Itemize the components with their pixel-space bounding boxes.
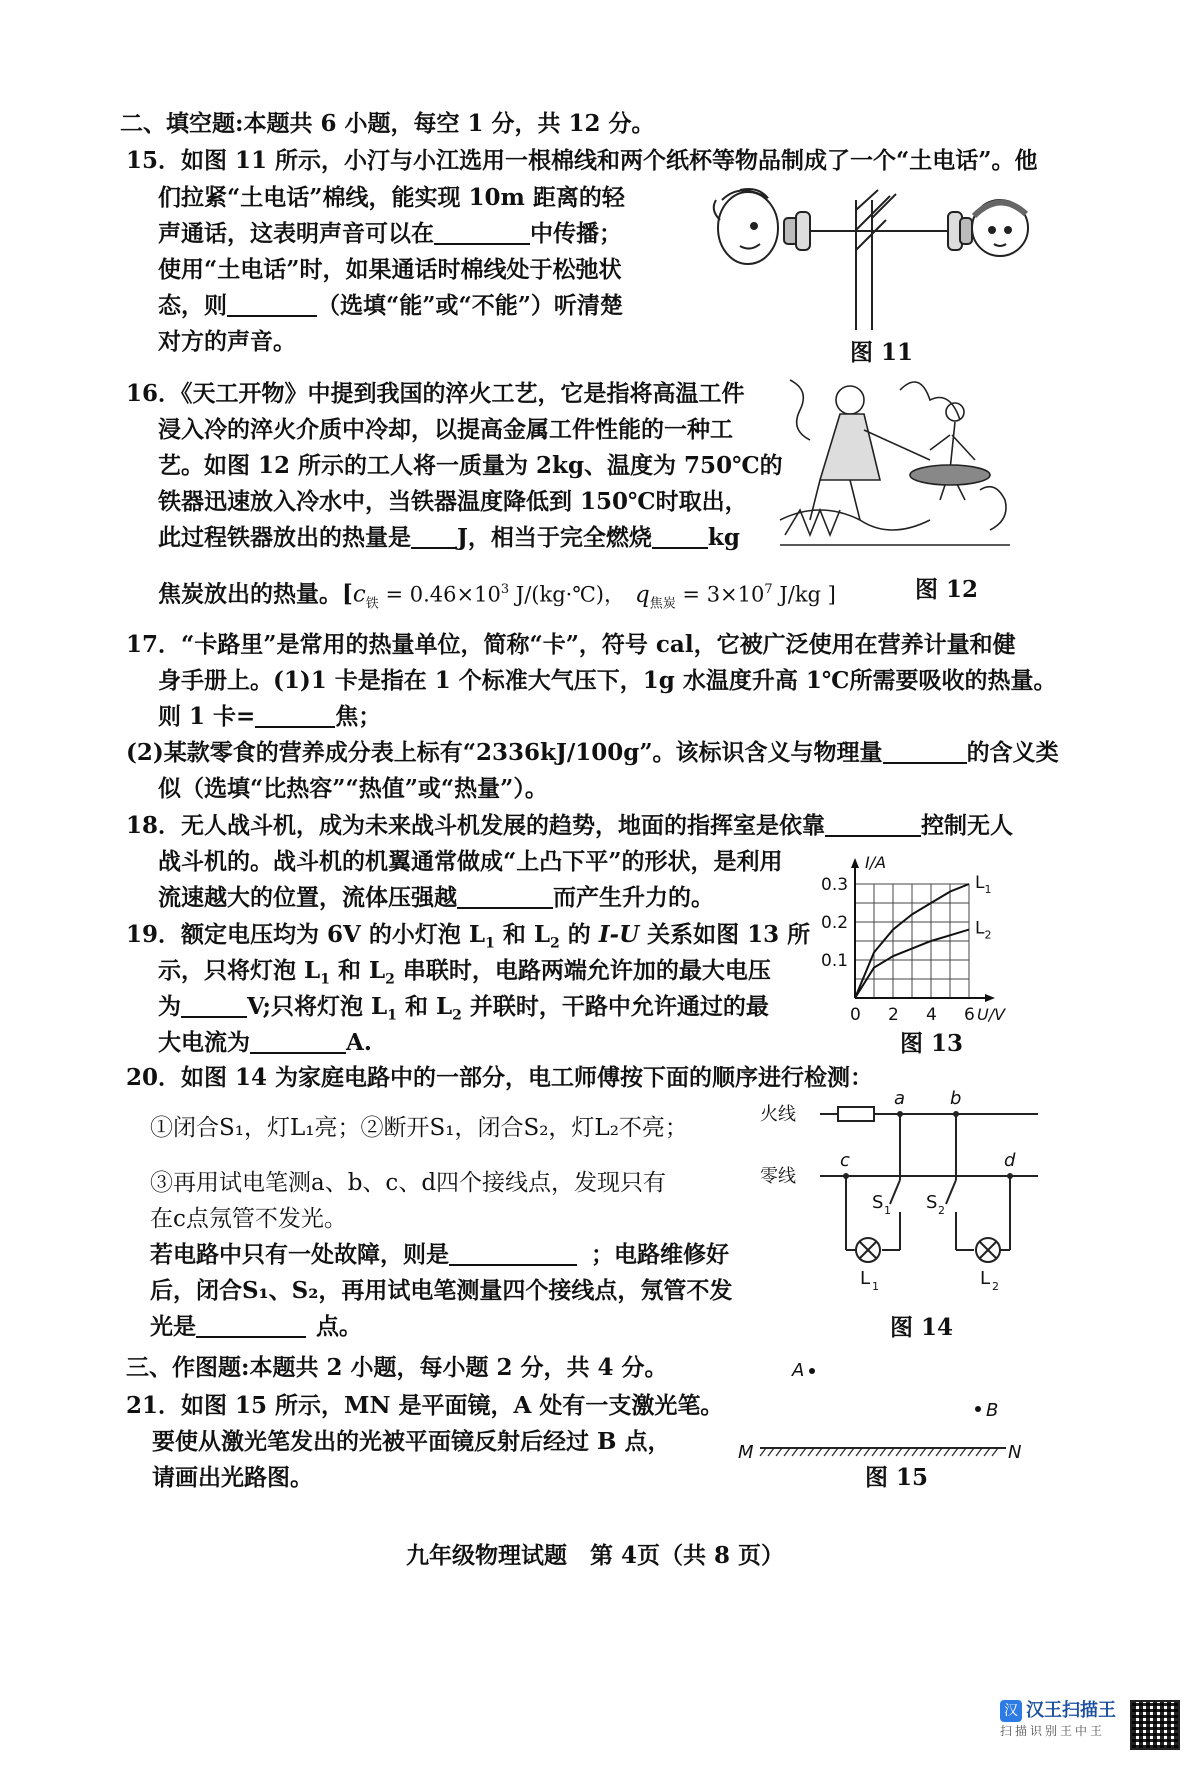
mirror-hatch-mark	[864, 1448, 870, 1456]
q19-text: I-U	[598, 921, 640, 948]
point-b-dot	[975, 1406, 981, 1412]
answer-blank[interactable]	[411, 525, 457, 549]
lamp-l2-label: L	[980, 1268, 991, 1289]
q16-formula: 铁	[365, 596, 379, 612]
live-wire-label: 火线	[760, 1104, 796, 1125]
q15-line6: 对方的声音。	[158, 328, 296, 355]
q19-text: 和 L	[396, 993, 453, 1020]
q20-line2: ①闭合S₁，灯L₁亮；②断开S₁，闭合S₂，灯L₂不亮；	[150, 1115, 688, 1141]
switch-s1-label: S	[872, 1192, 884, 1213]
q16-formula: 3	[500, 582, 510, 597]
q15-line4: 使用“土电话”时，如果通话时棉线处于松弛状	[158, 256, 622, 283]
mirror-hatch-mark	[880, 1448, 886, 1456]
answer-blank[interactable]	[652, 525, 708, 549]
answer-blank[interactable]	[434, 221, 530, 245]
q17-line1: 17．“卡路里”是常用的热量单位，简称“卡”，符号 cal，它被广泛使用在营养计量和健	[126, 631, 1016, 658]
lamp-l2-sub: 2	[992, 1280, 999, 1293]
q18-text: 流速越大的位置，流体压强越	[158, 884, 457, 911]
q18-line3	[158, 880, 714, 916]
mirror-hatch-mark	[824, 1448, 830, 1456]
q18-text: 控制无人	[921, 812, 1014, 839]
q16-line5	[158, 520, 740, 556]
q19-text: 和 L	[329, 957, 386, 984]
point-a-label: a	[894, 1088, 906, 1109]
mirror-hatch-mark	[920, 1448, 926, 1456]
x-tick-label: 4	[926, 1005, 937, 1025]
point-c-label: c	[840, 1150, 850, 1171]
q18-line2: 战斗机的。战斗机的机翼通常做成“上凸下平”的形状，是利用	[158, 848, 783, 875]
switch-s2-label: S	[926, 1192, 938, 1213]
section-title: 三、作图题:本题共 2 小题，每小题 2 分，共 4 分。	[126, 1354, 668, 1381]
q20-line4: 在c点氖管不发光。	[150, 1206, 347, 1232]
q19-text: 关系如图 13 所	[639, 921, 811, 948]
mirror-hatch-mark	[888, 1448, 894, 1456]
answer-blank[interactable]	[250, 1030, 346, 1054]
q15-text: 中传播；	[530, 220, 622, 247]
mirror-hatch-mark	[976, 1448, 982, 1456]
q17-text: 则 1 卡=	[158, 703, 256, 730]
answer-blank[interactable]	[181, 994, 247, 1018]
y-tick-label: 0.1	[821, 951, 849, 971]
mirror-n-label: N	[1008, 1442, 1022, 1463]
mirror-hatch-mark	[960, 1448, 966, 1456]
mirror-m-label: M	[738, 1442, 754, 1463]
q16-line4: 铁器迅速放入冷水中，当铁器温度降低到 150℃时取出，	[158, 488, 748, 515]
x-axis-arrow	[985, 994, 995, 1002]
q16-formula: 7	[764, 582, 773, 597]
series-label-sub: 2	[984, 928, 992, 942]
q19-text: 示，只将灯泡 L	[158, 957, 321, 984]
q15-line5	[158, 288, 623, 324]
mirror-hatch-mark	[816, 1448, 822, 1456]
q19-text: 1	[387, 1007, 397, 1024]
q17-text: 的含义类	[966, 739, 1059, 766]
figure-13-caption: 图 13	[900, 1030, 964, 1057]
q19-text: 并联时，干路中允许通过的最	[461, 993, 769, 1020]
q19-text: 2	[550, 935, 560, 952]
mirror-hatch-mark	[808, 1448, 814, 1456]
lamp-l1-sub: 1	[872, 1280, 879, 1293]
q16-formula: = 0.46×10	[378, 582, 501, 607]
q19-text: 和 L	[494, 921, 550, 948]
point-a-dot	[809, 1368, 815, 1374]
mirror-hatch-mark	[792, 1448, 798, 1456]
q19-line4	[158, 1025, 372, 1061]
y-tick-label: 0.3	[821, 875, 849, 895]
answer-blank[interactable]	[196, 1314, 306, 1338]
q16-line1: 16．《天工开物》中提到我国的淬火工艺，它是指将高温工件	[126, 380, 745, 407]
figure-14-caption: 图 14	[890, 1314, 954, 1341]
mirror-hatch-mark	[936, 1448, 942, 1456]
mirror-hatch-mark	[968, 1448, 974, 1456]
answer-blank[interactable]	[255, 704, 335, 728]
q19-text: 1	[320, 971, 330, 988]
q16-line6	[158, 572, 836, 622]
q17-line3	[158, 699, 381, 735]
brand-logo-icon: 汉	[1000, 1700, 1022, 1722]
q19-text: 为	[158, 993, 181, 1020]
q19-text: A.	[346, 1029, 372, 1056]
mirror-hatch-mark	[832, 1448, 838, 1456]
q19-text: 2	[385, 971, 395, 988]
q15-text: 声通话，这表明声音可以在	[158, 220, 434, 247]
q21-line3: 请画出光路图。	[152, 1464, 313, 1491]
mirror-hatch-mark	[904, 1448, 910, 1456]
mirror-hatch-mark	[952, 1448, 958, 1456]
q18-line1	[126, 808, 1013, 844]
mirror-hatch-mark	[776, 1448, 782, 1456]
q16-text: kg	[707, 524, 740, 551]
q17-line4	[126, 735, 1059, 771]
y-axis-arrow	[851, 858, 859, 868]
figure-13-iu-chart	[815, 850, 1015, 1030]
q20-text: 光是	[150, 1313, 196, 1340]
q16-text: 此过程铁器放出的热量是	[158, 524, 411, 551]
q15-line2: 们拉紧“土电话”棉线，能实现 10m 距离的轻	[158, 184, 625, 211]
mirror-hatch-mark	[912, 1448, 918, 1456]
q15-line1: 15．如图 11 所示，小汀与小江选用一根棉线和两个纸杯等物品制成了一个“土电话”。他	[126, 147, 1038, 174]
q21-line2: 要使从激光笔发出的光被平面镜反射后经过 B 点，	[152, 1428, 671, 1455]
section-title: 二、填空题:本题共 6 小题，每空 1 分，共 12 分。	[120, 110, 655, 137]
x-tick-label: 0	[850, 1005, 861, 1025]
switch-s2-sub: 2	[938, 1204, 945, 1217]
q17-line2: 身手册上。(1)1 卡是指在 1 个标准大气压下，1g 水温度升高 1℃所需要吸收的热量。	[158, 667, 1057, 694]
mirror-hatch-mark	[840, 1448, 846, 1456]
brand-name: 汉王扫描王	[1026, 1700, 1116, 1721]
neutral-wire-label: 零线	[760, 1166, 796, 1187]
q16-formula: 焦炭	[649, 596, 676, 612]
q20-line7	[150, 1309, 362, 1345]
switch-s1-sub: 1	[884, 1204, 891, 1217]
q17-text: (2)某款零食的营养成分表上标有“2336kJ/100g”。该标识含义与物理量	[126, 739, 883, 766]
q19-text: 19．额定电压均为 6V 的小灯泡 L	[126, 921, 486, 948]
q16-line2: 浸入冷的淬火介质中冷却，以提高金属工件性能的一种工	[158, 416, 733, 443]
answer-blank[interactable]	[883, 740, 967, 764]
series-label-sub: 1	[984, 883, 992, 896]
lamp-l1-label: L	[860, 1268, 871, 1289]
x-tick-label: 6	[964, 1005, 975, 1025]
mirror-hatch-mark	[944, 1448, 950, 1456]
mirror-hatch-mark	[768, 1448, 774, 1456]
q19-text: 串联时，电路两端允许加的最大电压	[394, 957, 771, 984]
point-a-label: A	[792, 1360, 805, 1381]
q17-text: 焦；	[335, 703, 382, 730]
point-d-label: d	[1004, 1150, 1016, 1171]
q20-text: 点。	[316, 1313, 362, 1340]
y-tick-label: 0.2	[821, 913, 849, 933]
q20-line1: 20．如图 14 为家庭电路中的一部分，电工师傅按下面的顺序进行检测：	[126, 1064, 874, 1091]
point-b-label: B	[986, 1400, 999, 1421]
mirror-hatch-mark	[896, 1448, 902, 1456]
q19-text: 2	[452, 1007, 462, 1024]
answer-blank[interactable]	[457, 885, 553, 909]
series-label-l1: $L_1$	[975, 873, 992, 896]
figure-12-quenching-workers	[780, 370, 1010, 550]
q19-text: 1	[485, 935, 495, 952]
figure-15-caption: 图 15	[865, 1464, 929, 1491]
figure-12-caption: 图 12	[915, 576, 979, 603]
x-axis-label: U/V	[977, 1005, 1006, 1024]
figure-11-string-telephone	[710, 180, 1040, 330]
answer-blank[interactable]	[449, 1242, 577, 1266]
page-footer: 九年级物理试题 第 4页（共 8 页）	[405, 1542, 785, 1569]
q18-text: 而产生升力的。	[553, 884, 714, 911]
q16-text: 焦炭放出的热量。[	[158, 580, 353, 608]
q20-text: ；电路维修好	[591, 1241, 729, 1268]
mirror-hatch-mark	[760, 1448, 766, 1456]
mirror-hatch-mark	[800, 1448, 806, 1456]
series-label-l2: $L_2$	[975, 918, 992, 942]
q16-text: J，相当于完全燃烧	[457, 524, 652, 551]
mirror-hatch-mark	[992, 1448, 998, 1456]
q15-line3	[158, 216, 622, 252]
brand-slogan: 扫描识别王中王	[1000, 1724, 1106, 1738]
q20-line3: ③再用试电笔测a、b、c、d四个接线点，发现只有	[150, 1170, 667, 1196]
q19-text: 的	[559, 921, 599, 948]
q18-text: 18．无人战斗机，成为未来战斗机发展的趋势，地面的指挥室是依靠	[126, 812, 826, 839]
answer-blank[interactable]	[825, 813, 921, 837]
q19-text: V;只将灯泡 L	[247, 993, 388, 1020]
mirror-hatch-mark	[928, 1448, 934, 1456]
point-b-label: b	[950, 1088, 962, 1109]
q20-line6: 后，闭合S₁、S₂，再用试电笔测量四个接线点，氖管不发	[150, 1277, 733, 1304]
q16-line3: 艺。如图 12 所示的工人将一质量为 2kg、温度为 750℃的	[158, 452, 783, 479]
q16-formula: J/kg ]	[772, 582, 836, 607]
mirror-hatch-mark	[984, 1448, 990, 1456]
q15-text: （选填“能”或“不能”）听清楚	[317, 292, 623, 319]
figure-14-circuit	[760, 1088, 1050, 1293]
q16-formula: = 3×10	[675, 582, 765, 607]
scanner-watermark	[1000, 1700, 1120, 1740]
figure-15-mirror	[730, 1350, 1030, 1463]
q16-formula: J/(kg·℃)，	[509, 582, 625, 607]
figure-11-caption: 图 11	[850, 339, 914, 366]
x-tick-label: 2	[888, 1005, 899, 1025]
answer-blank[interactable]	[227, 293, 317, 317]
mirror-hatch-mark	[872, 1448, 878, 1456]
q16-formula: q	[635, 581, 650, 608]
q20-line5	[150, 1237, 729, 1273]
mirror-hatch-mark	[856, 1448, 862, 1456]
q15-text: 态，则	[158, 292, 227, 319]
y-axis-label: I/A	[865, 853, 887, 872]
q17-line5: 似（选填“比热容”“热值”或“热量”）。	[158, 775, 548, 802]
q16-formula: c	[352, 581, 366, 608]
q21-line1: 21．如图 15 所示，MN 是平面镜，A 处有一支激光笔。	[126, 1392, 724, 1419]
q20-text: 若电路中只有一处故障，则是	[150, 1241, 449, 1268]
mirror-hatch-mark	[784, 1448, 790, 1456]
mirror-hatch-mark	[848, 1448, 854, 1456]
q19-text: 大电流为	[158, 1029, 250, 1056]
qr-code-icon	[1130, 1700, 1180, 1750]
